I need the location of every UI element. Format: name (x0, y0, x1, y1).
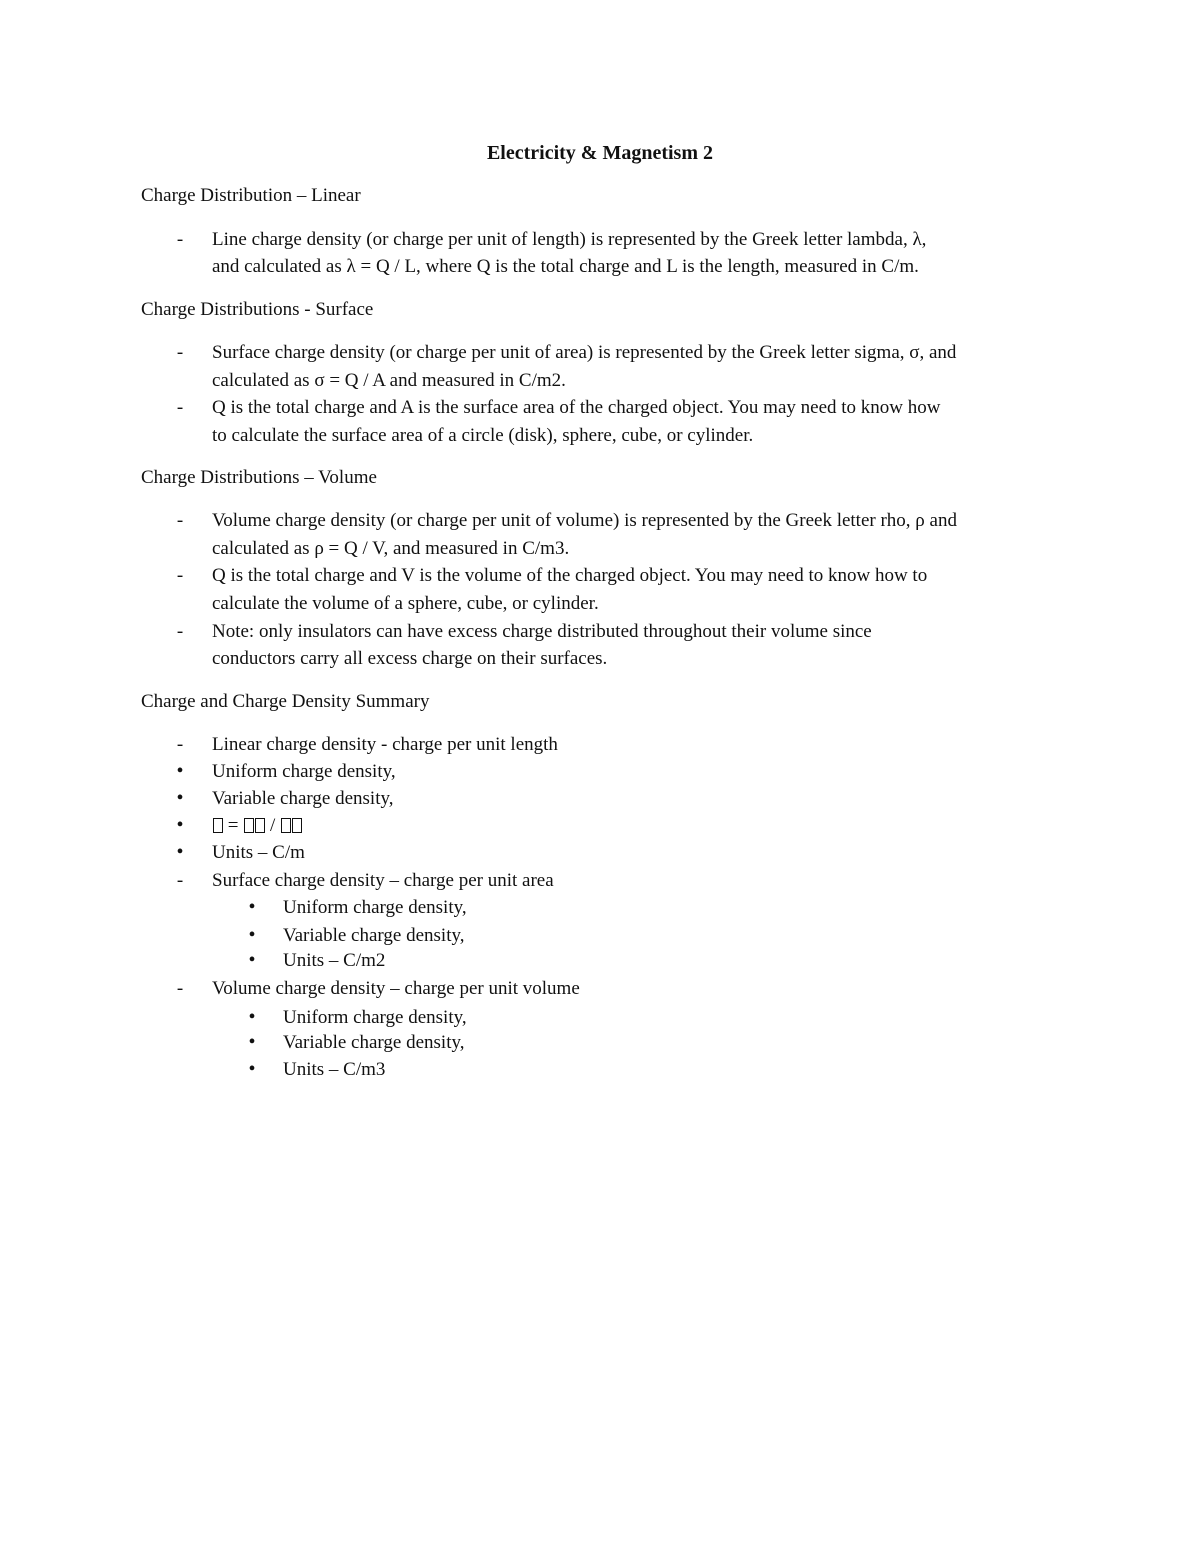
dash-marker: - (176, 397, 184, 418)
bullet-marker: • (176, 814, 184, 836)
bullet-marker: • (248, 896, 256, 918)
dash-marker: - (176, 229, 184, 250)
bullet-marker: • (248, 949, 256, 971)
list-item-line: Surface charge density (or charge per unit of area) is represented by the Greek letter sigma, σ, and (212, 342, 957, 363)
list-item-line: Note: only insulators can have excess charge distributed throughout their volume since (212, 621, 872, 642)
section-heading-linear: Charge Distribution – Linear (141, 185, 361, 206)
page-title: Electricity & Magnetism 2 (486, 142, 714, 164)
summary-item: Volume charge density – charge per unit volume (212, 978, 580, 999)
list-item-line: Volume charge density (or charge per unit of volume) is represented by the Greek letter rho, ρ and (212, 510, 957, 531)
list-item-line: and calculated as λ = Q / L, where Q is the total charge and L is the length, measured in C/m. (212, 256, 919, 277)
missing-glyph-icon (292, 818, 302, 833)
bullet-marker: • (176, 787, 184, 809)
summary-item: Surface charge density – charge per unit area (212, 870, 554, 891)
dash-marker: - (176, 342, 184, 363)
summary-item: Units – C/m (212, 842, 305, 863)
formula-line (212, 815, 302, 837)
summary-subitem: Uniform charge density, (283, 1007, 467, 1028)
list-item-line: calculated as ρ = Q / V, and measured in C/m3. (212, 538, 570, 559)
dash-marker: - (176, 978, 184, 999)
missing-glyph-icon (213, 818, 223, 833)
dash-marker: - (176, 870, 184, 891)
section-heading-summary: Charge and Charge Density Summary (141, 691, 430, 712)
summary-item: Variable charge density, (212, 788, 394, 809)
summary-subitem: Uniform charge density, (283, 897, 467, 918)
list-item-line: calculate the volume of a sphere, cube, or cylinder. (212, 593, 599, 614)
bullet-marker: • (176, 841, 184, 863)
dash-marker: - (176, 510, 184, 531)
section-heading-volume: Charge Distributions – Volume (141, 467, 377, 488)
summary-subitem: Units – C/m2 (283, 950, 386, 971)
summary-subitem: Variable charge density, (283, 925, 465, 946)
dash-marker: - (176, 734, 184, 755)
list-item-line: Q is the total charge and V is the volume of the charged object. You may need to know how to (212, 565, 928, 586)
list-item-line: to calculate the surface area of a circle (disk), sphere, cube, or cylinder. (212, 425, 754, 446)
list-item-line: calculated as σ = Q / A and measured in C/m2. (212, 370, 566, 391)
list-item-line: Q is the total charge and A is the surface area of the charged object. You may need to know how (212, 397, 941, 418)
bullet-marker: • (248, 924, 256, 946)
bullet-marker: • (176, 760, 184, 782)
formula-slash: / (269, 815, 276, 836)
bullet-marker: • (248, 1031, 256, 1053)
missing-glyph-icon (281, 818, 291, 833)
missing-glyph-icon (244, 818, 254, 833)
list-item-line: conductors carry all excess charge on their surfaces. (212, 648, 608, 669)
dash-marker: - (176, 565, 184, 586)
summary-subitem: Units – C/m3 (283, 1059, 386, 1080)
formula-equals: = (227, 815, 239, 836)
summary-subitem: Variable charge density, (283, 1032, 465, 1053)
bullet-marker: • (248, 1006, 256, 1028)
missing-glyph-icon (255, 818, 265, 833)
list-item-line: Line charge density (or charge per unit of length) is represented by the Greek letter lambda, λ, (212, 229, 927, 250)
dash-marker: - (176, 621, 184, 642)
bullet-marker: • (248, 1058, 256, 1080)
section-heading-surface: Charge Distributions - Surface (141, 299, 374, 320)
summary-item: Linear charge density - charge per unit length (212, 734, 558, 755)
summary-item: Uniform charge density, (212, 761, 396, 782)
